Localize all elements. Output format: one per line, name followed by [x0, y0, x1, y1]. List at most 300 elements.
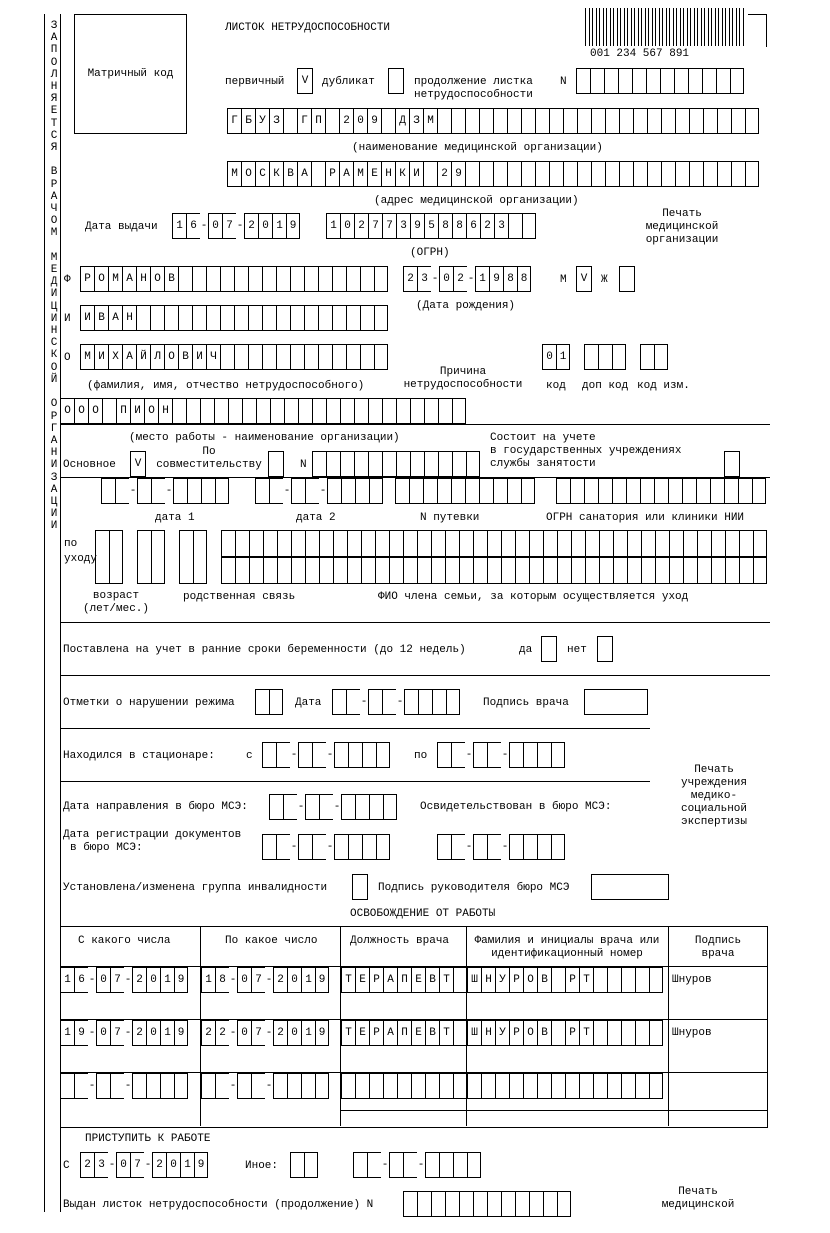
- char-cell: [697, 530, 711, 557]
- char-cell: [745, 108, 759, 134]
- char-cell: [341, 478, 355, 504]
- char-cell: [702, 68, 716, 94]
- table-row-2-from[interactable]: [60, 1020, 188, 1046]
- char-cell: [452, 451, 466, 477]
- char-cell: [445, 557, 459, 584]
- char-cell: 0: [146, 967, 160, 993]
- char-cell: [360, 344, 374, 370]
- table-row-3-position[interactable]: [341, 1073, 467, 1099]
- char-cell: [354, 451, 368, 477]
- table-row-2-position[interactable]: [341, 1020, 467, 1046]
- char-cell: [381, 108, 395, 134]
- table-row-2-doctor[interactable]: [467, 1020, 663, 1046]
- char-cell: 1: [160, 1020, 174, 1046]
- char-cell: Р: [369, 967, 383, 993]
- release-header-doctor: Фамилия и инициалы врача или идентификационный номер: [474, 935, 660, 960]
- char-cell: [439, 1152, 453, 1178]
- separator-2: [60, 675, 770, 676]
- date-separator: -: [467, 273, 475, 285]
- vertical-char: О: [50, 398, 58, 411]
- char-cell: Х: [108, 344, 122, 370]
- char-cell: [431, 1191, 445, 1217]
- form-title: ЛИСТОК НЕТРУДОСПОСОБНОСТИ: [225, 22, 391, 34]
- pregnancy-no-checkbox[interactable]: [597, 636, 613, 662]
- vertical-char: Д: [50, 276, 58, 289]
- hospital-to-cells[interactable]: [437, 742, 565, 768]
- char-cell: [423, 478, 437, 504]
- violation-label: Отметки о нарушении режима: [63, 697, 235, 709]
- char-cell: 7: [110, 1020, 124, 1046]
- other-date-cells[interactable]: [353, 1152, 481, 1178]
- char-cell: 0: [237, 1020, 251, 1046]
- barcode-number: 001 234 567 891: [590, 48, 690, 60]
- table-row-1-position[interactable]: [341, 967, 467, 993]
- workplace-caption: (место работы - наименование организации): [129, 432, 400, 444]
- care-age-cells[interactable]: [95, 530, 123, 584]
- continuation-label-2: нетрудоспособности: [414, 89, 533, 101]
- char-cell: [425, 1073, 439, 1099]
- char-cell: [501, 557, 515, 584]
- care-fio-cells[interactable]: [221, 530, 767, 557]
- registry-checkbox[interactable]: [724, 451, 740, 477]
- vertical-char: О: [50, 215, 58, 228]
- care-fio-cells-2[interactable]: [221, 557, 767, 584]
- char-cell: Т: [579, 1020, 593, 1046]
- char-cell: 1: [60, 967, 74, 993]
- char-cell: В: [164, 266, 178, 292]
- char-cell: [696, 478, 710, 504]
- char-cell: [404, 689, 418, 715]
- fio-caption: (фамилия, имя, отчество нетрудоспособного): [87, 380, 365, 392]
- char-cell: [305, 478, 319, 504]
- char-cell: [325, 108, 339, 134]
- char-cell: 3: [94, 1152, 108, 1178]
- char-cell: [641, 557, 655, 584]
- vertical-char: И: [50, 312, 58, 325]
- char-cell: [613, 557, 627, 584]
- char-cell: У: [495, 967, 509, 993]
- part-time-number-cells[interactable]: [312, 451, 480, 477]
- vertical-char: И: [50, 508, 58, 521]
- sanatorium-cells[interactable]: [556, 478, 766, 504]
- char-cell: [136, 305, 150, 331]
- char-cell: [403, 530, 417, 557]
- char-cell: [60, 1073, 74, 1099]
- vertical-char: Ч: [50, 203, 58, 216]
- char-cell: [251, 1073, 265, 1099]
- char-cell: [109, 530, 123, 584]
- reason-code-cells[interactable]: [542, 344, 570, 370]
- disability-label: Установлена/изменена группа инвалидности: [63, 882, 328, 894]
- disability-group-box[interactable]: [352, 874, 368, 900]
- patronymic-letter: О: [64, 352, 71, 364]
- issued-continuation-cells[interactable]: [403, 1191, 571, 1217]
- char-cell: [613, 530, 627, 557]
- org-name-caption: (наименование медицинской организации): [352, 142, 603, 154]
- char-cell: Р: [565, 1020, 579, 1046]
- char-cell: [717, 161, 731, 187]
- table-row-3-to[interactable]: [201, 1073, 329, 1099]
- char-cell: [621, 967, 635, 993]
- left-border: [44, 14, 45, 1212]
- char-cell: [585, 557, 599, 584]
- hospital-from-cells[interactable]: [262, 742, 390, 768]
- date-separator: -: [360, 696, 368, 708]
- char-cell: [346, 266, 360, 292]
- part-time-checkbox[interactable]: [268, 451, 284, 477]
- char-cell: 1: [475, 266, 489, 292]
- ogrn-cells[interactable]: [326, 213, 536, 239]
- add-code-cells[interactable]: [584, 344, 626, 370]
- char-cell: 2: [480, 213, 494, 239]
- char-cell: [375, 530, 389, 557]
- male-checkbox[interactable]: V: [576, 266, 592, 292]
- char-cell: В: [94, 305, 108, 331]
- char-cell: [326, 451, 340, 477]
- char-cell: [523, 742, 537, 768]
- char-cell: [607, 1073, 621, 1099]
- care-relation-cells-1[interactable]: [137, 530, 165, 584]
- char-cell: 2: [80, 1152, 94, 1178]
- char-cell: [649, 967, 663, 993]
- char-cell: [220, 305, 234, 331]
- date-separator: -: [265, 1080, 273, 1092]
- char-cell: [459, 557, 473, 584]
- stamp-label: Печать медицинской организации: [645, 208, 719, 246]
- char-cell: [710, 478, 724, 504]
- date-separator: -: [290, 749, 298, 761]
- char-cell: [262, 742, 276, 768]
- mse-registration-cells[interactable]: [262, 834, 390, 860]
- char-cell: И: [80, 305, 94, 331]
- char-cell: [334, 834, 348, 860]
- char-cell: [95, 530, 109, 584]
- patronymic-cells[interactable]: [80, 344, 388, 370]
- org-name-cells[interactable]: [227, 108, 759, 134]
- vertical-char: А: [50, 483, 58, 496]
- table-row-1-to[interactable]: [201, 967, 329, 993]
- char-cell: В: [537, 967, 551, 993]
- char-cell: [683, 530, 697, 557]
- issue-date-cells[interactable]: [172, 213, 300, 239]
- pregnancy-no-label: нет: [567, 644, 587, 656]
- char-cell: [262, 344, 276, 370]
- pregnancy-yes-checkbox[interactable]: [541, 636, 557, 662]
- char-cell: О: [164, 344, 178, 370]
- char-cell: [465, 161, 479, 187]
- char-cell: [312, 398, 326, 424]
- char-cell: [654, 344, 668, 370]
- char-cell: [515, 557, 529, 584]
- char-cell: 9: [194, 1152, 208, 1178]
- char-cell: [626, 478, 640, 504]
- char-cell: [304, 305, 318, 331]
- char-cell: [660, 68, 674, 94]
- violation-code-cells[interactable]: [255, 689, 283, 715]
- char-cell: [374, 344, 388, 370]
- char-cell: [403, 557, 417, 584]
- char-cell: 9: [174, 967, 188, 993]
- char-cell: [509, 834, 523, 860]
- char-cell: [396, 451, 410, 477]
- char-cell: 2: [403, 266, 417, 292]
- female-checkbox[interactable]: [619, 266, 635, 292]
- org-address-cells[interactable]: [227, 161, 759, 187]
- char-cell: [193, 530, 207, 584]
- char-cell: [341, 794, 355, 820]
- char-cell: [453, 1020, 467, 1046]
- char-cell: Г: [227, 108, 241, 134]
- char-cell: [298, 398, 312, 424]
- char-cell: В: [425, 1020, 439, 1046]
- duplicate-label: дубликат: [322, 76, 375, 88]
- char-cell: [724, 478, 738, 504]
- char-cell: [493, 108, 507, 134]
- char-cell: [579, 1073, 593, 1099]
- surname-cells[interactable]: [80, 266, 388, 292]
- char-cell: [563, 161, 577, 187]
- char-cell: [565, 1073, 579, 1099]
- date-separator: -: [108, 1159, 116, 1171]
- char-cell: [537, 1073, 551, 1099]
- char-cell: [301, 1073, 315, 1099]
- char-cell: [453, 1073, 467, 1099]
- table-row-1-doctor[interactable]: [467, 967, 663, 993]
- char-cell: В: [537, 1020, 551, 1046]
- char-cell: 2: [132, 1020, 146, 1046]
- char-cell: [201, 478, 215, 504]
- char-cell: [269, 794, 283, 820]
- char-cell: У: [495, 1020, 509, 1046]
- name-cells[interactable]: [80, 305, 388, 331]
- vertical-char: Ц: [50, 300, 58, 313]
- char-cell: М: [227, 161, 241, 187]
- char-cell: [635, 1020, 649, 1046]
- char-cell: 9: [451, 161, 465, 187]
- violation-date-cells[interactable]: [332, 689, 460, 715]
- char-cell: О: [241, 161, 255, 187]
- char-cell: [110, 1073, 124, 1099]
- issue-date-label: Дата выдачи: [85, 221, 158, 233]
- date-separator: -: [88, 1080, 96, 1092]
- char-cell: [466, 451, 480, 477]
- char-cell: [375, 557, 389, 584]
- char-cell: [417, 557, 431, 584]
- date-separator: -: [265, 1027, 273, 1039]
- date-separator: -: [333, 801, 341, 813]
- voucher-cells[interactable]: [395, 478, 535, 504]
- char-cell: 2: [273, 967, 287, 993]
- char-cell: [739, 557, 753, 584]
- char-cell: [305, 794, 319, 820]
- table-row-3-from[interactable]: [60, 1073, 188, 1099]
- char-cell: [584, 478, 598, 504]
- char-cell: Н: [122, 305, 136, 331]
- char-cell: [355, 794, 369, 820]
- char-cell: [277, 530, 291, 557]
- char-cell: [417, 1191, 431, 1217]
- char-cell: [467, 1152, 481, 1178]
- char-cell: 6: [186, 213, 200, 239]
- main-job-checkbox[interactable]: V: [130, 451, 146, 477]
- char-cell: [389, 557, 403, 584]
- char-cell: [473, 834, 487, 860]
- other-code-cells[interactable]: [290, 1152, 318, 1178]
- char-cell: [312, 742, 326, 768]
- char-cell: [556, 478, 570, 504]
- matrix-code-box: [74, 14, 187, 134]
- char-cell: [256, 398, 270, 424]
- char-cell: [304, 344, 318, 370]
- char-cell: Ш: [467, 967, 481, 993]
- birth-date-cells[interactable]: [403, 266, 531, 292]
- char-cell: [646, 68, 660, 94]
- char-cell: 0: [258, 213, 272, 239]
- char-cell: 7: [222, 213, 236, 239]
- char-cell: [612, 478, 626, 504]
- char-cell: П: [116, 398, 130, 424]
- date-separator: -: [501, 749, 509, 761]
- char-cell: 0: [439, 266, 453, 292]
- vertical-char: Е: [50, 264, 58, 277]
- mse-examined-label: Освидетельствован в бюро МСЭ:: [420, 801, 612, 813]
- char-cell: М: [353, 161, 367, 187]
- workplace-cells[interactable]: [60, 398, 466, 424]
- mse-head-sign-label: Подпись руководителя бюро МСЭ: [378, 882, 570, 894]
- char-cell: [368, 451, 382, 477]
- char-cell: [598, 478, 612, 504]
- date-separator: -: [326, 841, 334, 853]
- char-cell: [543, 530, 557, 557]
- primary-label: первичный: [225, 76, 285, 88]
- change-code-cells[interactable]: [640, 344, 668, 370]
- char-cell: [395, 478, 409, 504]
- char-cell: [101, 478, 115, 504]
- vertical-char: З: [50, 20, 58, 32]
- primary-checkbox[interactable]: V: [297, 68, 313, 94]
- mse-head-sign-box[interactable]: [591, 874, 669, 900]
- date1-cells[interactable]: [101, 478, 229, 504]
- care-relation-cells-2[interactable]: [179, 530, 207, 584]
- char-cell: 9: [286, 213, 300, 239]
- date-separator: -: [290, 841, 298, 853]
- char-cell: [507, 161, 521, 187]
- char-cell: [647, 161, 661, 187]
- table-row-3-doctor[interactable]: [467, 1073, 663, 1099]
- separator-4: [60, 781, 650, 782]
- char-cell: [481, 1073, 495, 1099]
- char-cell: [451, 834, 465, 860]
- char-cell: [291, 557, 305, 584]
- char-cell: [186, 398, 200, 424]
- char-cell: [403, 1152, 417, 1178]
- char-cell: [507, 478, 521, 504]
- table-row-1-from[interactable]: [60, 967, 188, 993]
- char-cell: [689, 108, 703, 134]
- vertical-char: Г: [50, 422, 58, 435]
- table-row-2-to[interactable]: [201, 1020, 329, 1046]
- char-cell: 2: [201, 1020, 215, 1046]
- char-cell: [495, 1073, 509, 1099]
- char-cell: П: [397, 967, 411, 993]
- char-cell: 6: [466, 213, 480, 239]
- char-cell: 9: [367, 108, 381, 134]
- char-cell: [590, 68, 604, 94]
- char-cell: [627, 557, 641, 584]
- vertical-char: С: [50, 337, 58, 350]
- char-cell: 7: [110, 967, 124, 993]
- char-cell: 7: [130, 1152, 144, 1178]
- char-cell: [753, 557, 767, 584]
- char-cell: [192, 305, 206, 331]
- char-cell: К: [395, 161, 409, 187]
- char-cell: [451, 108, 465, 134]
- char-cell: 8: [452, 213, 466, 239]
- char-cell: [228, 398, 242, 424]
- char-cell: [368, 689, 382, 715]
- char-cell: [425, 1152, 439, 1178]
- char-cell: Н: [381, 161, 395, 187]
- mse-examined-cells[interactable]: [437, 834, 565, 860]
- char-cell: Б: [241, 108, 255, 134]
- char-cell: [276, 742, 290, 768]
- char-cell: [543, 1191, 557, 1217]
- date-separator: -: [417, 1159, 425, 1171]
- char-cell: [621, 1020, 635, 1046]
- char-cell: [262, 305, 276, 331]
- char-cell: [551, 1073, 565, 1099]
- char-cell: Н: [158, 398, 172, 424]
- mse-direction-cells[interactable]: [269, 794, 397, 820]
- char-cell: [633, 161, 647, 187]
- char-cell: [515, 530, 529, 557]
- char-cell: [654, 478, 668, 504]
- char-cell: [725, 557, 739, 584]
- vertical-char: В: [50, 166, 58, 179]
- date-separator: -: [229, 1080, 237, 1092]
- char-cell: [551, 967, 565, 993]
- char-cell: [493, 478, 507, 504]
- char-cell: [487, 530, 501, 557]
- char-cell: 8: [215, 967, 229, 993]
- char-cell: [537, 834, 551, 860]
- char-cell: 3: [396, 213, 410, 239]
- return-date-cells[interactable]: [80, 1152, 208, 1178]
- char-cell: Е: [411, 967, 425, 993]
- char-cell: 1: [326, 213, 340, 239]
- char-cell: [270, 398, 284, 424]
- char-cell: 2: [152, 1152, 166, 1178]
- doctor-sign-box[interactable]: [584, 689, 648, 715]
- date-separator: -: [200, 220, 208, 232]
- char-cell: 9: [315, 1020, 329, 1046]
- date2-cells[interactable]: [255, 478, 383, 504]
- voucher-caption: N путевки: [420, 512, 480, 524]
- char-cell: [591, 161, 605, 187]
- date-separator: -: [124, 1080, 132, 1092]
- duplicate-checkbox[interactable]: [388, 68, 404, 94]
- char-cell: [304, 266, 318, 292]
- char-cell: [598, 344, 612, 370]
- char-cell: [423, 161, 437, 187]
- char-cell: Д: [395, 108, 409, 134]
- char-cell: [348, 834, 362, 860]
- continuation-number-cells[interactable]: [576, 68, 744, 94]
- char-cell: [479, 478, 493, 504]
- char-cell: [333, 530, 347, 557]
- char-cell: [318, 266, 332, 292]
- char-cell: 1: [60, 1020, 74, 1046]
